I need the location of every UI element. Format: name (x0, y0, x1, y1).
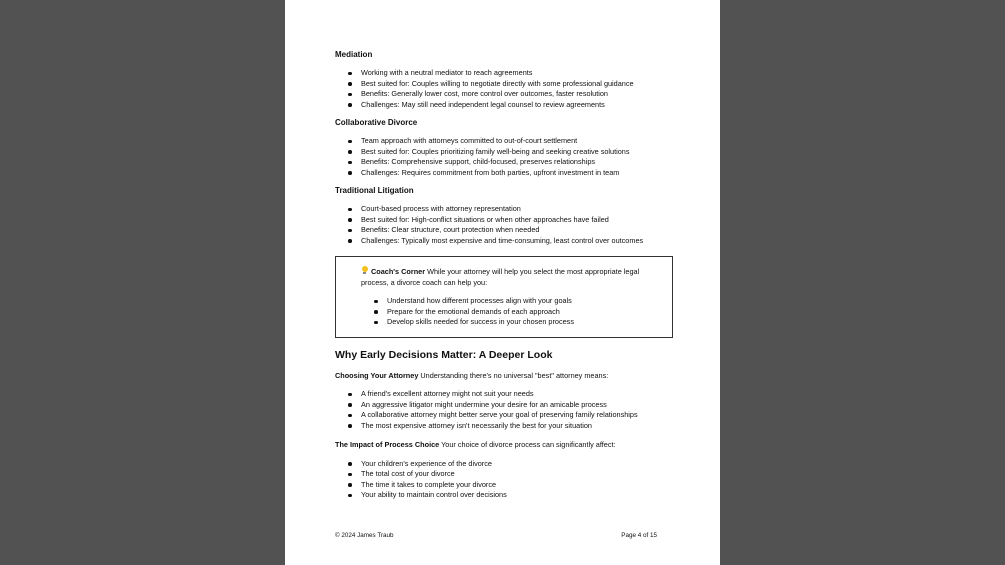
process-choice-lead (335, 440, 680, 451)
process-choice-text: Your choice of divorce process can significantly affect: (439, 440, 616, 449)
list-item: Challenges: May still need independent legal counsel to review agreements (335, 100, 680, 111)
list-item: Challenges: Requires commitment from both parties, upfront investment in team (335, 168, 680, 179)
coach-corner-list (361, 296, 664, 328)
list-item: Your children's experience of the divorce (335, 459, 680, 470)
list-item: An aggressive litigator might undermine your desire for an amicable process (335, 400, 680, 411)
mediation-list (335, 68, 680, 110)
document-page (285, 0, 720, 565)
choosing-attorney-text: Understanding there's no universal "best" attorney means: (418, 370, 609, 380)
coach-corner-text: While your attorney will help you select the most appropriate legal process, a divorce coach can help you: (361, 267, 640, 287)
choosing-attorney-lead (335, 371, 680, 382)
section-heading-litigation: Traditional Litigation (335, 186, 414, 195)
list-item: The total cost of your divorce (335, 469, 680, 480)
list-item: Prepare for the emotional demands of each approach (361, 307, 664, 318)
list-item: Your ability to maintain control over decisions (335, 490, 680, 501)
list-item: Benefits: Comprehensive support, child-focused, preserves relationships (335, 157, 680, 168)
choosing-attorney-label: Choosing Your Attorney (335, 370, 419, 380)
list-item: Best suited for: High-conflict situations or when other approaches have failed (335, 215, 680, 226)
section-heading-collaborative: Collaborative Divorce (335, 118, 418, 127)
list-item: Best suited for: Couples prioritizing family well-being and seeking creative solutions (335, 147, 680, 158)
list-item: A friend's excellent attorney might not suit your needs (335, 389, 680, 400)
list-item: A collaborative attorney might better serve your goal of preserving family relationships (335, 410, 680, 421)
lightbulb-icon (361, 266, 368, 275)
list-item: Benefits: Generally lower cost, more control over outcomes, faster resolution (335, 89, 680, 100)
list-item: Court-based process with attorney representation (335, 204, 680, 215)
attorney-list (335, 389, 680, 431)
coach-corner-box (335, 256, 673, 338)
section-heading-mediation: Mediation (335, 50, 373, 59)
list-item: Best suited for: Couples willing to negotiate directly with some professional guidance (335, 79, 680, 90)
list-item: Challenges: Typically most expensive and time-consuming, least control over outcomes (335, 236, 680, 247)
process-list (335, 459, 680, 501)
coach-corner-title: Coach's Corner (371, 267, 426, 276)
footer-copyright: © 2024 James Traub (335, 532, 394, 539)
process-choice-label: The Impact of Process Choice (335, 440, 440, 449)
collaborative-list (335, 136, 680, 178)
list-item: Develop skills needed for success in your chosen process (361, 317, 664, 328)
footer-page-number: Page 4 of 15 (621, 532, 657, 539)
section-heading-early-decisions: Why Early Decisions Matter: A Deeper Look (335, 348, 553, 361)
list-item: Team approach with attorneys committed to out-of-court settlement (335, 136, 680, 147)
litigation-list (335, 204, 680, 246)
list-item: The time it takes to complete your divorce (335, 480, 680, 491)
page-content (335, 49, 680, 501)
list-item: The most expensive attorney isn't necessarily the best for your situation (335, 421, 680, 432)
coach-corner-intro (361, 266, 664, 288)
list-item: Working with a neutral mediator to reach agreements (335, 68, 680, 79)
list-item: Understand how different processes align with your goals (361, 296, 664, 307)
list-item: Benefits: Clear structure, court protection when needed (335, 225, 680, 236)
